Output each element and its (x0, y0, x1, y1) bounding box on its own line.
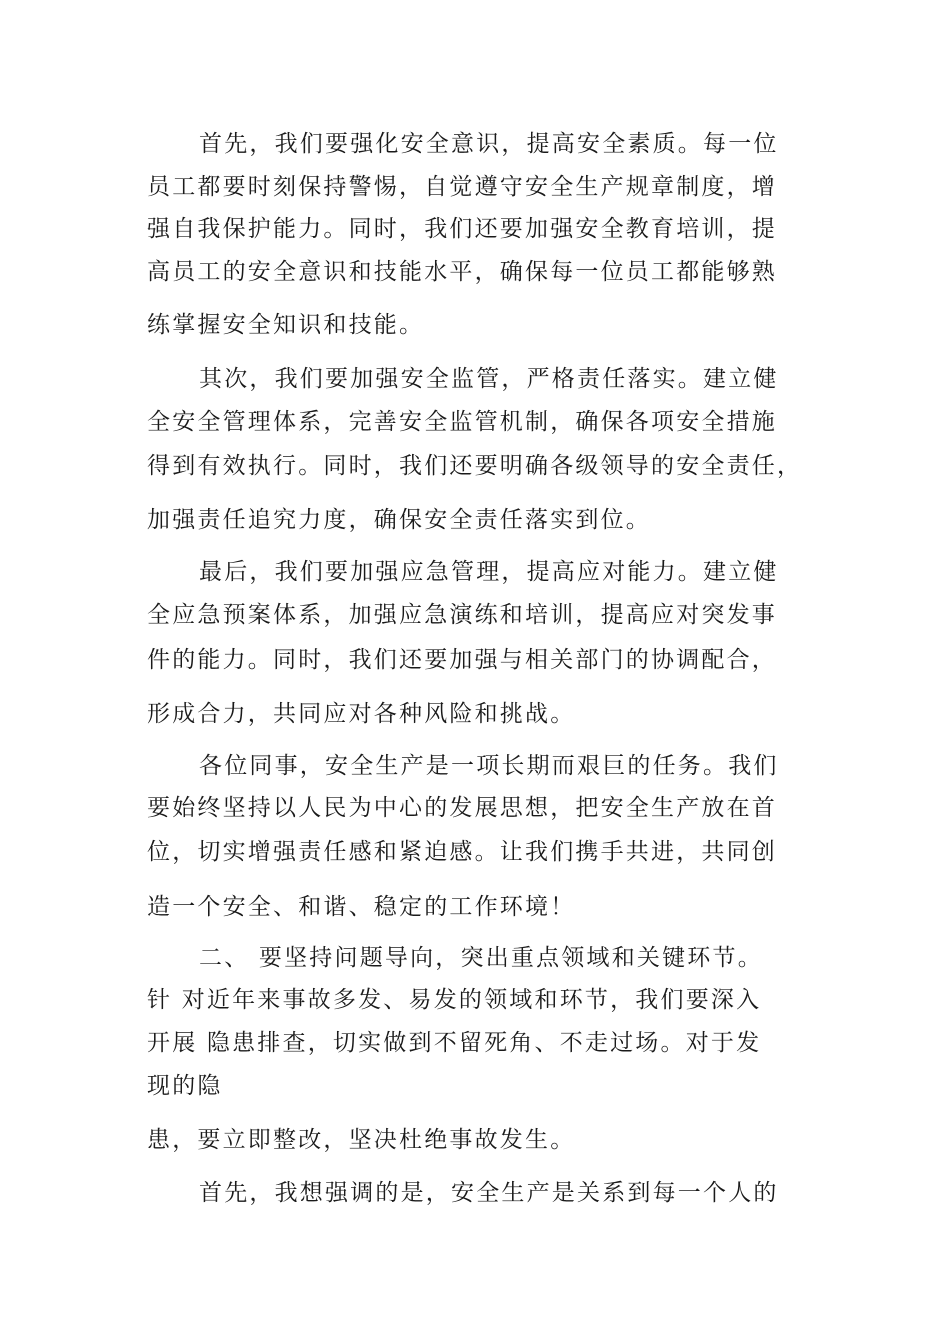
text-line: 练掌握安全知识和技能。 (147, 312, 425, 338)
text-line: 位，切实增强责任感和紧迫感。让我们携手共进，共同创 (147, 839, 777, 865)
text-line: 件的能力。同时，我们还要加强与相关部门的协调配合， (147, 647, 777, 673)
text-line: 全应急预案体系，加强应急演练和培训，提高应对突发事 (147, 602, 777, 628)
text-line: 造一个安全、和谐、稳定的工作环境！ (147, 894, 576, 920)
text-line: 全安全管理体系，完善安全监管机制，确保各项安全措施 (147, 409, 777, 435)
text-line: 其次，我们要加强安全监管，严格责任落实。建立健 (199, 366, 779, 392)
text-line: 最后，我们要加强应急管理，提高应对能力。建立健 (199, 559, 779, 585)
text-line: 首先，我们要强化安全意识，提高安全素质。每一位 (199, 131, 779, 157)
text-line: 患，要立即整改，坚决杜绝事故发生。 (147, 1127, 576, 1153)
text-line: 首先，我想强调的是，安全生产是关系到每一个人的 (199, 1180, 779, 1206)
text-line: 针 对近年来事故多发、易发的领域和环节，我们要深入 (147, 987, 762, 1013)
text-line: 开展 隐患排查，切实做到不留死角、不走过场。对于发 (147, 1030, 762, 1056)
text-line: 得到有效执行。同时，我们还要明确各级领导的安全责任， (147, 453, 803, 479)
text-line: 现的隐 (147, 1073, 223, 1099)
text-line: 各位同事，安全生产是一项长期而艰巨的任务。我们 (199, 753, 779, 779)
text-line: 形成合力，共同应对各种风险和挑战。 (147, 701, 576, 727)
text-line: 员工都要时刻保持警惕，自觉遵守安全生产规章制度，增 (147, 174, 777, 200)
text-line: 强自我保护能力。同时，我们还要加强安全教育培训，提 (147, 216, 777, 242)
text-line: 高员工的安全意识和技能水平，确保每一位员工都能够熟 (147, 259, 777, 285)
text-line: 要始终坚持以人民为中心的发展思想，把安全生产放在首 (147, 795, 777, 821)
text-line: 二、 要坚持问题导向，突出重点领域和关键环节。 (199, 945, 763, 971)
text-line: 加强责任追究力度，确保安全责任落实到位。 (147, 507, 651, 533)
